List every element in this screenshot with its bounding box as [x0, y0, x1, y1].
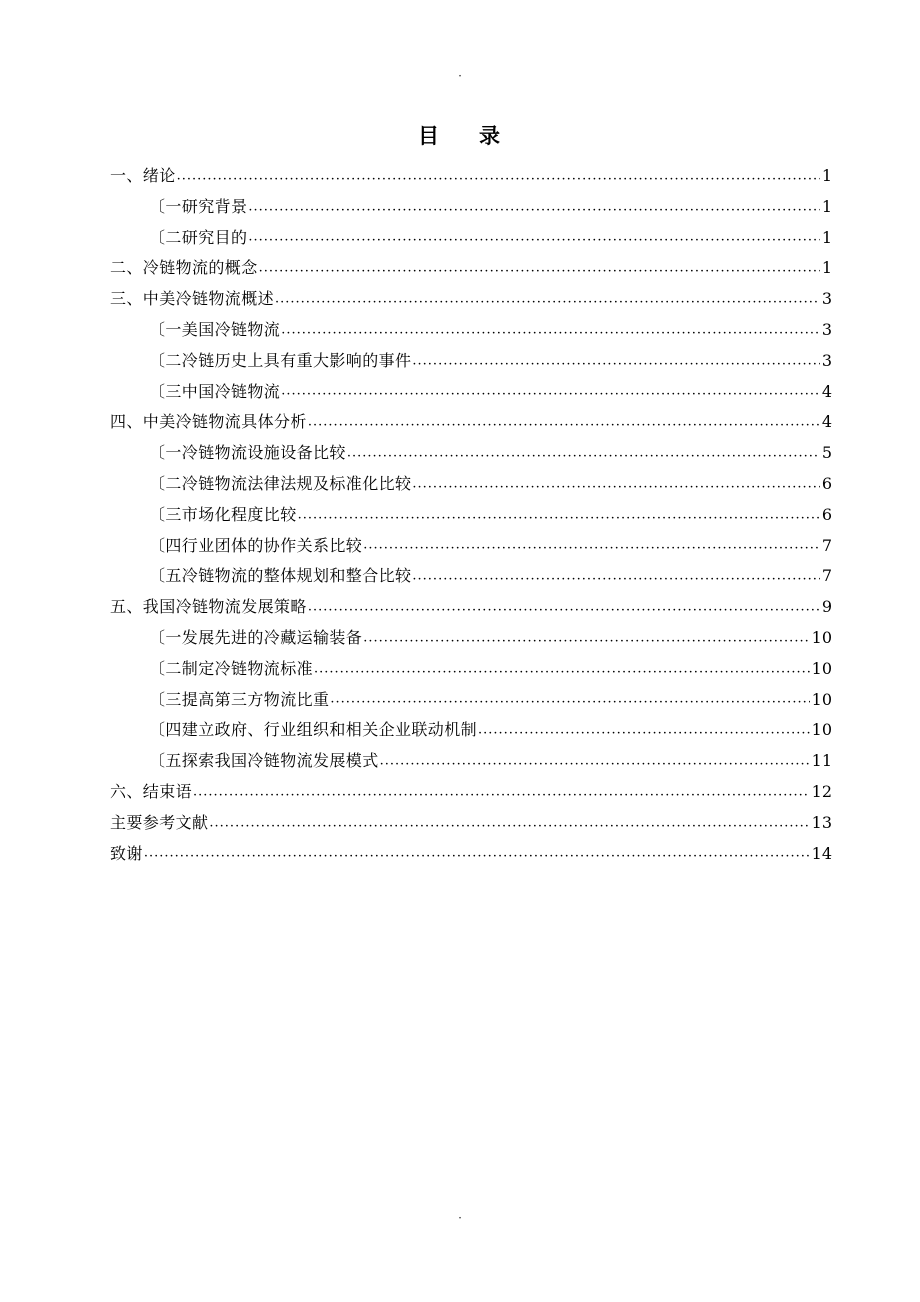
toc-entry[interactable] — [110, 685, 832, 716]
toc-entry-label: 〔二研究目的 — [149, 227, 248, 247]
toc-entry-label: 〔一发展先进的冷藏运输装备 — [149, 627, 363, 647]
toc-entry[interactable] — [110, 531, 832, 562]
toc-entry-page-number: 10 — [811, 658, 832, 678]
toc-entry-page-number: 10 — [811, 720, 832, 740]
toc-entry-page-number: 1 — [821, 227, 832, 247]
toc-dot-leader — [248, 192, 819, 223]
toc-entry[interactable] — [110, 161, 832, 192]
toc-entry[interactable] — [110, 592, 832, 623]
toc-dot-leader — [177, 161, 820, 192]
toc-dot-leader — [363, 531, 820, 562]
toc-entry-label: 〔三中国冷链物流 — [149, 381, 281, 401]
toc-entry-label: 〔二冷链物流法律法规及标准化比较 — [149, 473, 412, 493]
toc-entry-label: 二、冷链物流的概念 — [110, 258, 258, 278]
footer-dot-mark: · — [458, 1211, 462, 1225]
toc-entry-page-number: 7 — [821, 535, 832, 555]
toc-dot-leader — [259, 253, 820, 284]
toc-entry[interactable] — [110, 715, 832, 746]
toc-entry[interactable] — [110, 469, 832, 500]
toc-dot-leader — [275, 284, 820, 315]
header-dot-mark: · — [458, 69, 462, 83]
toc-entry[interactable] — [110, 192, 832, 223]
toc-dot-leader — [144, 839, 810, 870]
toc-entry-page-number: 12 — [811, 781, 832, 801]
toc-entry-page-number: 3 — [821, 319, 832, 339]
toc-title-left: 目 — [418, 124, 441, 148]
toc-dot-leader — [281, 377, 820, 408]
toc-dot-leader — [281, 315, 820, 346]
toc-entry-page-number: 7 — [821, 566, 832, 586]
toc-dot-leader — [314, 654, 810, 685]
toc-entry[interactable] — [110, 654, 832, 685]
toc-entry[interactable] — [110, 223, 832, 254]
toc-entry-label: 〔一研究背景 — [149, 196, 248, 216]
toc-dot-leader — [330, 685, 809, 716]
toc-entry-page-number: 6 — [821, 473, 832, 493]
toc-entry[interactable] — [110, 284, 832, 315]
toc-dot-leader — [412, 346, 819, 377]
toc-entry[interactable] — [110, 407, 832, 438]
toc-entry-page-number: 6 — [821, 504, 832, 524]
toc-dot-leader — [248, 223, 819, 254]
toc-entry[interactable] — [110, 377, 832, 408]
toc-entry-label: 〔二冷链历史上具有重大影响的事件 — [149, 350, 412, 370]
toc-entry-label: 〔一美国冷链物流 — [149, 319, 281, 339]
toc-entry-label: 〔三市场化程度比较 — [149, 504, 297, 524]
toc-entry-page-number: 4 — [821, 381, 832, 401]
toc-dot-leader — [308, 407, 820, 438]
toc-dot-leader — [412, 561, 819, 592]
toc-entry-page-number: 3 — [821, 350, 832, 370]
toc-entry[interactable] — [110, 777, 832, 808]
toc-entry-label: 〔五冷链物流的整体规划和整合比较 — [149, 566, 412, 586]
toc-entry-label: 〔四建立政府、行业组织和相关企业联动机制 — [149, 720, 478, 740]
toc-entry[interactable] — [110, 500, 832, 531]
toc-entry-page-number: 1 — [821, 166, 832, 185]
toc-entry-label: 〔三提高第三方物流比重 — [149, 689, 330, 709]
toc-dot-leader — [347, 438, 820, 469]
toc-entry[interactable] — [110, 561, 832, 592]
toc-dot-leader — [193, 777, 810, 808]
toc-entry-page-number: 1 — [821, 258, 832, 278]
toc-entry-page-number: 10 — [811, 627, 832, 647]
toc-dot-leader — [412, 469, 819, 500]
toc-entry[interactable] — [110, 808, 832, 839]
toc-entry-page-number: 5 — [821, 443, 832, 463]
toc-entry-label: 主要参考文献 — [110, 812, 209, 832]
toc-entry-label: 一、绪论 — [110, 166, 176, 185]
toc-entry-page-number: 9 — [821, 597, 832, 617]
toc-title-right: 录 — [479, 124, 502, 148]
toc-title — [0, 120, 920, 150]
toc-entry[interactable] — [110, 623, 832, 654]
toc-entry[interactable] — [110, 315, 832, 346]
toc-entry-page-number: 1 — [821, 196, 832, 216]
toc-entry-page-number: 14 — [811, 843, 832, 863]
toc-entry-page-number: 11 — [811, 751, 832, 771]
toc-entry[interactable] — [110, 438, 832, 469]
toc-entry-page-number: 3 — [821, 289, 832, 309]
toc-entry-page-number: 4 — [821, 412, 832, 432]
toc-entry-label: 〔五探索我国冷链物流发展模式 — [149, 751, 379, 771]
table-of-contents — [110, 161, 832, 869]
toc-entry[interactable] — [110, 839, 832, 870]
toc-entry[interactable] — [110, 346, 832, 377]
toc-entry-label: 〔四行业团体的协作关系比较 — [149, 535, 363, 555]
toc-entry-label: 四、中美冷链物流具体分析 — [110, 412, 307, 432]
toc-dot-leader — [308, 592, 820, 623]
toc-dot-leader — [298, 500, 820, 531]
toc-entry-label: 三、中美冷链物流概述 — [110, 289, 275, 309]
toc-dot-leader — [380, 746, 810, 777]
toc-entry-label: 致谢 — [110, 843, 143, 863]
toc-entry[interactable] — [110, 253, 832, 284]
toc-dot-leader — [363, 623, 809, 654]
toc-entry-label: 五、我国冷链物流发展策略 — [110, 597, 307, 617]
toc-dot-leader — [478, 715, 810, 746]
toc-entry-page-number: 10 — [811, 689, 832, 709]
toc-entry-page-number: 13 — [811, 812, 832, 832]
toc-dot-leader — [209, 808, 809, 839]
toc-entry[interactable] — [110, 746, 832, 777]
toc-entry-label: 〔二制定冷链物流标准 — [149, 658, 314, 678]
toc-entry-label: 六、结束语 — [110, 781, 193, 801]
toc-entry-label: 〔一冷链物流设施设备比较 — [149, 443, 346, 463]
